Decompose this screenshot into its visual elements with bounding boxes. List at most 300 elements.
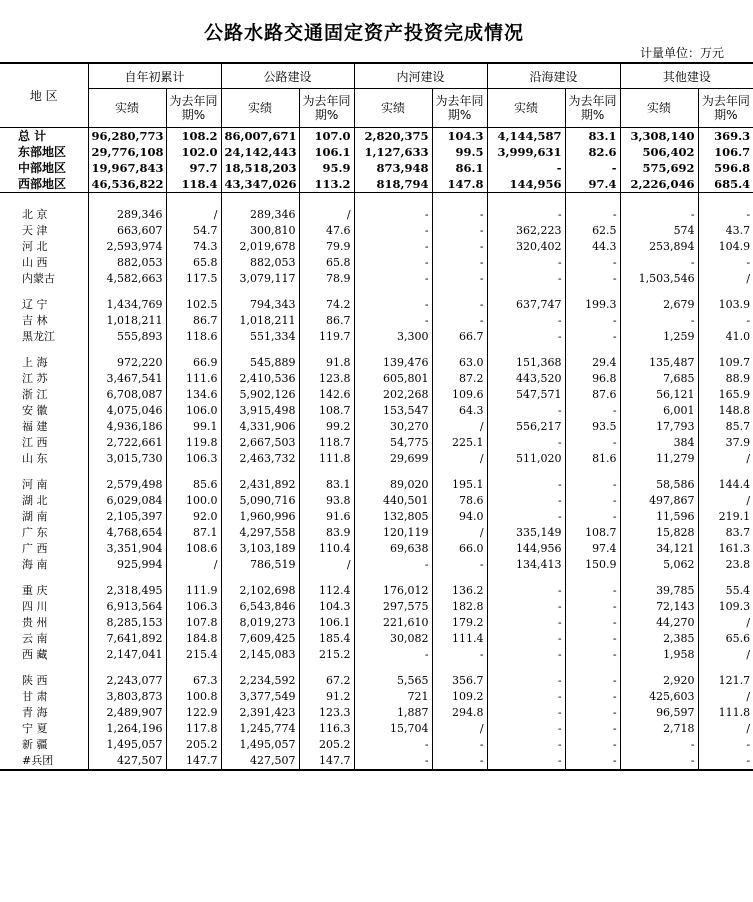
table-row — [0, 753, 753, 770]
pct-cell: - — [565, 403, 620, 419]
value-cell: 6,913,564 — [88, 599, 166, 615]
pct-cell: 104.3 — [432, 128, 487, 145]
value-cell: 2,234,592 — [221, 673, 299, 689]
value-cell: - — [487, 647, 565, 663]
spacer-row — [0, 345, 753, 355]
value-cell: 547,571 — [487, 387, 565, 403]
spacer-cell — [166, 193, 221, 208]
spacer-cell — [565, 287, 620, 297]
value-cell: 1,127,633 — [354, 144, 432, 160]
pct-cell: 87.6 — [565, 387, 620, 403]
pct-cell: 106.7 — [698, 144, 753, 160]
spacer-cell — [299, 663, 354, 673]
value-cell: 2,019,678 — [221, 239, 299, 255]
subheader-pct: 为去年同期% — [698, 89, 753, 128]
pct-cell: - — [698, 207, 753, 223]
value-cell: - — [354, 647, 432, 663]
spacer-cell — [487, 573, 565, 583]
value-cell: 873,948 — [354, 160, 432, 176]
pct-cell: - — [432, 737, 487, 753]
pct-cell: - — [432, 297, 487, 313]
pct-cell: 93.8 — [299, 493, 354, 509]
value-cell: 120,119 — [354, 525, 432, 541]
pct-cell: - — [432, 223, 487, 239]
pct-cell: - — [565, 615, 620, 631]
value-cell: 6,708,087 — [88, 387, 166, 403]
pct-cell: - — [565, 160, 620, 176]
value-cell: - — [487, 705, 565, 721]
pct-cell: 86.1 — [432, 160, 487, 176]
value-cell: 3,103,189 — [221, 541, 299, 557]
pct-cell: 215.2 — [299, 647, 354, 663]
pct-cell: 64.3 — [432, 403, 487, 419]
value-cell: 6,543,846 — [221, 599, 299, 615]
value-cell: 555,893 — [88, 329, 166, 345]
value-cell: 4,144,587 — [487, 128, 565, 145]
region-name: 浙 江 — [22, 388, 48, 401]
region-name: 吉 林 — [22, 314, 48, 327]
table-row — [0, 673, 753, 689]
pct-cell: / — [432, 721, 487, 737]
value-cell: 30,270 — [354, 419, 432, 435]
region-name: 江 西 — [22, 436, 48, 449]
pct-cell: 92.0 — [166, 509, 221, 525]
pct-cell: - — [565, 599, 620, 615]
value-cell: - — [354, 223, 432, 239]
value-cell: 2,489,907 — [88, 705, 166, 721]
group-header-other: 其他建设 — [620, 63, 753, 89]
region-name: 江 苏 — [22, 372, 48, 385]
region-name: 四 川 — [22, 600, 48, 613]
value-cell: 3,308,140 — [620, 128, 698, 145]
pct-cell: - — [565, 705, 620, 721]
pct-cell: - — [698, 753, 753, 770]
region-name: 湖 北 — [22, 494, 48, 507]
pct-cell: 108.6 — [166, 541, 221, 557]
value-cell: 24,142,443 — [221, 144, 299, 160]
spacer-cell — [166, 287, 221, 297]
region-name: 湖 南 — [22, 510, 48, 523]
spacer-cell — [698, 345, 753, 355]
pct-cell: 109.7 — [698, 355, 753, 371]
table-row — [0, 451, 753, 467]
region-name: 海 南 — [22, 558, 48, 571]
pct-cell: 182.8 — [432, 599, 487, 615]
value-cell: - — [620, 753, 698, 770]
region-name: 辽 宁 — [22, 298, 48, 311]
value-cell: 6,001 — [620, 403, 698, 419]
pct-cell: 117.8 — [166, 721, 221, 737]
pct-cell: 88.9 — [698, 371, 753, 387]
region-name: 天 津 — [22, 224, 48, 237]
table-row — [0, 525, 753, 541]
region-name: 重 庆 — [22, 584, 48, 597]
pct-cell: - — [565, 721, 620, 737]
pct-cell: 109.2 — [432, 689, 487, 705]
value-cell: - — [487, 615, 565, 631]
value-cell: 1,018,211 — [221, 313, 299, 329]
pct-cell: 118.7 — [299, 435, 354, 451]
pct-cell: 106.3 — [166, 451, 221, 467]
group-header-highway: 公路建设 — [221, 63, 354, 89]
table-row — [0, 615, 753, 631]
region-name: 甘 肃 — [22, 690, 48, 703]
pct-cell: 147.7 — [166, 753, 221, 770]
pct-cell: 356.7 — [432, 673, 487, 689]
region-name: 贵 州 — [22, 616, 48, 629]
pct-cell: 111.9 — [166, 583, 221, 599]
spacer-cell — [487, 663, 565, 673]
pct-cell: / — [166, 207, 221, 223]
value-cell: 425,603 — [620, 689, 698, 705]
pct-cell: - — [432, 239, 487, 255]
region-name: 广 西 — [22, 542, 48, 555]
pct-cell: 99.2 — [299, 419, 354, 435]
spacer-cell — [565, 193, 620, 208]
subheader-pct: 为去年同期% — [432, 89, 487, 128]
spacer-cell — [299, 467, 354, 477]
region-name: 上 海 — [22, 356, 48, 369]
table-row — [0, 721, 753, 737]
value-cell: - — [354, 297, 432, 313]
pct-cell: / — [299, 557, 354, 573]
value-cell: 2,385 — [620, 631, 698, 647]
value-cell: 7,609,425 — [221, 631, 299, 647]
group-header-coastal: 沿海建设 — [487, 63, 620, 89]
value-cell: 17,793 — [620, 419, 698, 435]
pct-cell: - — [698, 313, 753, 329]
value-cell: 135,487 — [620, 355, 698, 371]
pct-cell: 87.2 — [432, 371, 487, 387]
spacer-cell — [0, 467, 88, 477]
pct-cell: 294.8 — [432, 705, 487, 721]
value-cell: - — [354, 753, 432, 770]
value-cell: 19,967,843 — [88, 160, 166, 176]
subheader-value: 实绩 — [487, 89, 565, 128]
table-row — [0, 239, 753, 255]
pct-cell: 83.9 — [299, 525, 354, 541]
pct-cell: - — [432, 271, 487, 287]
pct-cell: 108.7 — [565, 525, 620, 541]
subheader-value: 实绩 — [221, 89, 299, 128]
spacer-cell — [0, 193, 88, 208]
value-cell: 443,520 — [487, 371, 565, 387]
pct-cell: 185.4 — [299, 631, 354, 647]
pct-cell: 66.0 — [432, 541, 487, 557]
value-cell: 2,718 — [620, 721, 698, 737]
spacer-cell — [88, 573, 166, 583]
table-row — [0, 160, 753, 176]
value-cell: 556,217 — [487, 419, 565, 435]
value-cell: - — [487, 631, 565, 647]
pct-cell: 111.8 — [698, 705, 753, 721]
pct-cell: 102.5 — [166, 297, 221, 313]
value-cell: - — [487, 509, 565, 525]
pct-cell: 43.7 — [698, 223, 753, 239]
spacer-cell — [0, 287, 88, 297]
pct-cell: 87.1 — [166, 525, 221, 541]
value-cell: 2,145,083 — [221, 647, 299, 663]
pct-cell: / — [698, 721, 753, 737]
pct-cell: 219.1 — [698, 509, 753, 525]
pct-cell: - — [432, 313, 487, 329]
pct-cell: / — [299, 207, 354, 223]
pct-cell: 83.1 — [565, 128, 620, 145]
pct-cell: 78.9 — [299, 271, 354, 287]
value-cell: 335,149 — [487, 525, 565, 541]
spacer-cell — [698, 287, 753, 297]
table-row — [0, 255, 753, 271]
spacer-cell — [354, 573, 432, 583]
value-cell: 144,956 — [487, 541, 565, 557]
pct-cell: / — [698, 451, 753, 467]
pct-cell: 113.2 — [299, 176, 354, 193]
value-cell: 43,347,026 — [221, 176, 299, 193]
value-cell: 54,775 — [354, 435, 432, 451]
spacer-cell — [88, 663, 166, 673]
value-cell: 362,223 — [487, 223, 565, 239]
pct-cell: - — [432, 207, 487, 223]
pct-cell: 119.7 — [299, 329, 354, 345]
value-cell: 794,343 — [221, 297, 299, 313]
pct-cell: - — [698, 737, 753, 753]
pct-cell: - — [565, 689, 620, 705]
region-name: 河 北 — [22, 240, 48, 253]
pct-cell: - — [432, 753, 487, 770]
pct-cell: 29.4 — [565, 355, 620, 371]
pct-cell: 91.8 — [299, 355, 354, 371]
spacer-cell — [299, 573, 354, 583]
pct-cell: 100.8 — [166, 689, 221, 705]
pct-cell: 83.7 — [698, 525, 753, 541]
value-cell: 5,902,126 — [221, 387, 299, 403]
pct-cell: - — [432, 255, 487, 271]
value-cell: 4,582,663 — [88, 271, 166, 287]
table-row — [0, 557, 753, 573]
pct-cell: 179.2 — [432, 615, 487, 631]
spacer-cell — [221, 287, 299, 297]
table-row — [0, 541, 753, 557]
value-cell: 972,220 — [88, 355, 166, 371]
pct-cell: 121.7 — [698, 673, 753, 689]
value-cell: 2,579,498 — [88, 477, 166, 493]
pct-cell: 109.3 — [698, 599, 753, 615]
pct-cell: 86.7 — [299, 313, 354, 329]
value-cell: 320,402 — [487, 239, 565, 255]
pct-cell: / — [698, 493, 753, 509]
pct-cell: - — [565, 509, 620, 525]
pct-cell: / — [166, 557, 221, 573]
pct-cell: - — [565, 435, 620, 451]
table-row — [0, 647, 753, 663]
value-cell: 4,936,186 — [88, 419, 166, 435]
pct-cell: 205.2 — [166, 737, 221, 753]
pct-cell: 107.0 — [299, 128, 354, 145]
value-cell: 253,894 — [620, 239, 698, 255]
value-cell: 11,279 — [620, 451, 698, 467]
pct-cell: 165.9 — [698, 387, 753, 403]
pct-cell: 41.0 — [698, 329, 753, 345]
pct-cell: 93.5 — [565, 419, 620, 435]
pct-cell: - — [565, 477, 620, 493]
pct-cell: 596.8 — [698, 160, 753, 176]
group-header-cumulative: 自年初累计 — [88, 63, 221, 89]
value-cell: 2,431,892 — [221, 477, 299, 493]
pct-cell: 65.8 — [299, 255, 354, 271]
pct-cell: 123.3 — [299, 705, 354, 721]
pct-cell: - — [565, 673, 620, 689]
table-row — [0, 705, 753, 721]
value-cell: 1,018,211 — [88, 313, 166, 329]
value-cell: 545,889 — [221, 355, 299, 371]
pct-cell: - — [565, 271, 620, 287]
spacer-cell — [620, 345, 698, 355]
pct-cell: 122.9 — [166, 705, 221, 721]
table-row — [0, 371, 753, 387]
pct-cell: 97.4 — [565, 541, 620, 557]
value-cell: 2,318,495 — [88, 583, 166, 599]
value-cell: 506,402 — [620, 144, 698, 160]
pct-cell: / — [698, 615, 753, 631]
pct-cell: 74.3 — [166, 239, 221, 255]
region-name: 西 藏 — [22, 648, 48, 661]
value-cell: - — [487, 599, 565, 615]
value-cell: 511,020 — [487, 451, 565, 467]
spacer-cell — [88, 345, 166, 355]
pct-cell: 161.3 — [698, 541, 753, 557]
region-name: 山 东 — [22, 452, 48, 465]
subheader-pct: 为去年同期% — [166, 89, 221, 128]
pct-cell: 67.3 — [166, 673, 221, 689]
region-name: 云 南 — [22, 632, 48, 645]
spacer-row — [0, 467, 753, 477]
spacer-cell — [432, 287, 487, 297]
pct-cell: 111.4 — [432, 631, 487, 647]
pct-cell: 110.4 — [299, 541, 354, 557]
pct-cell: 94.0 — [432, 509, 487, 525]
value-cell: 1,495,057 — [221, 737, 299, 753]
value-cell: 1,495,057 — [88, 737, 166, 753]
pct-cell: 47.6 — [299, 223, 354, 239]
pct-cell: 23.8 — [698, 557, 753, 573]
subheader-pct: 为去年同期% — [299, 89, 354, 128]
value-cell: 289,346 — [221, 207, 299, 223]
value-cell: 2,920 — [620, 673, 698, 689]
pct-cell: 106.1 — [299, 144, 354, 160]
pct-cell: 136.2 — [432, 583, 487, 599]
value-cell: 3,351,904 — [88, 541, 166, 557]
value-cell: - — [354, 313, 432, 329]
value-cell: 6,029,084 — [88, 493, 166, 509]
region-name: 福 建 — [22, 420, 48, 433]
pct-cell: 85.7 — [698, 419, 753, 435]
value-cell: 4,768,654 — [88, 525, 166, 541]
table-row — [0, 387, 753, 403]
value-cell: 1,245,774 — [221, 721, 299, 737]
group-header-inland-river: 内河建设 — [354, 63, 487, 89]
value-cell: 221,610 — [354, 615, 432, 631]
spacer-cell — [487, 345, 565, 355]
value-cell: 7,641,892 — [88, 631, 166, 647]
pct-cell: 134.6 — [166, 387, 221, 403]
region-header: 地 区 — [0, 63, 88, 128]
pct-cell: / — [698, 689, 753, 705]
spacer-cell — [88, 467, 166, 477]
value-cell: 5,062 — [620, 557, 698, 573]
pct-cell: 104.9 — [698, 239, 753, 255]
table-row — [0, 493, 753, 509]
value-cell: - — [354, 737, 432, 753]
value-cell: 5,565 — [354, 673, 432, 689]
subheader-value: 实绩 — [354, 89, 432, 128]
pct-cell: 96.8 — [565, 371, 620, 387]
value-cell: - — [620, 313, 698, 329]
value-cell: 139,476 — [354, 355, 432, 371]
value-cell: 2,410,536 — [221, 371, 299, 387]
spacer-cell — [166, 345, 221, 355]
region-name: 山 西 — [22, 256, 48, 269]
value-cell: - — [620, 207, 698, 223]
spacer-cell — [620, 287, 698, 297]
value-cell: - — [487, 477, 565, 493]
spacer-row — [0, 573, 753, 583]
value-cell: 151,368 — [487, 355, 565, 371]
value-cell: 134,413 — [487, 557, 565, 573]
spacer-cell — [221, 345, 299, 355]
value-cell: 29,776,108 — [88, 144, 166, 160]
value-cell: 2,391,423 — [221, 705, 299, 721]
spacer-cell — [565, 345, 620, 355]
pct-cell: 66.9 — [166, 355, 221, 371]
value-cell: 44,270 — [620, 615, 698, 631]
pct-cell: - — [565, 313, 620, 329]
pct-cell: 95.9 — [299, 160, 354, 176]
value-cell: - — [487, 721, 565, 737]
pct-cell: 106.3 — [166, 599, 221, 615]
table-row — [0, 477, 753, 493]
spacer-cell — [354, 663, 432, 673]
value-cell: - — [487, 271, 565, 287]
table-row — [0, 271, 753, 287]
pct-cell: 195.1 — [432, 477, 487, 493]
value-cell: 176,012 — [354, 583, 432, 599]
table-row — [0, 223, 753, 239]
value-cell: 39,785 — [620, 583, 698, 599]
pct-cell: 106.1 — [299, 615, 354, 631]
pct-cell: 99.5 — [432, 144, 487, 160]
pct-cell: 81.6 — [565, 451, 620, 467]
value-cell: 1,503,546 — [620, 271, 698, 287]
pct-cell: 118.4 — [166, 176, 221, 193]
table-row — [0, 599, 753, 615]
value-cell: 56,121 — [620, 387, 698, 403]
spacer-cell — [487, 467, 565, 477]
table-row — [0, 128, 753, 145]
value-cell: 2,102,698 — [221, 583, 299, 599]
region-name: #兵团 — [22, 754, 54, 767]
spacer-row — [0, 663, 753, 673]
value-cell: 2,722,661 — [88, 435, 166, 451]
pct-cell: 147.8 — [432, 176, 487, 193]
pct-cell: 117.5 — [166, 271, 221, 287]
spacer-cell — [166, 663, 221, 673]
value-cell: 663,607 — [88, 223, 166, 239]
value-cell: 153,547 — [354, 403, 432, 419]
pct-cell: 111.6 — [166, 371, 221, 387]
table-row — [0, 509, 753, 525]
pct-cell: 86.7 — [166, 313, 221, 329]
investment-table — [0, 62, 753, 771]
